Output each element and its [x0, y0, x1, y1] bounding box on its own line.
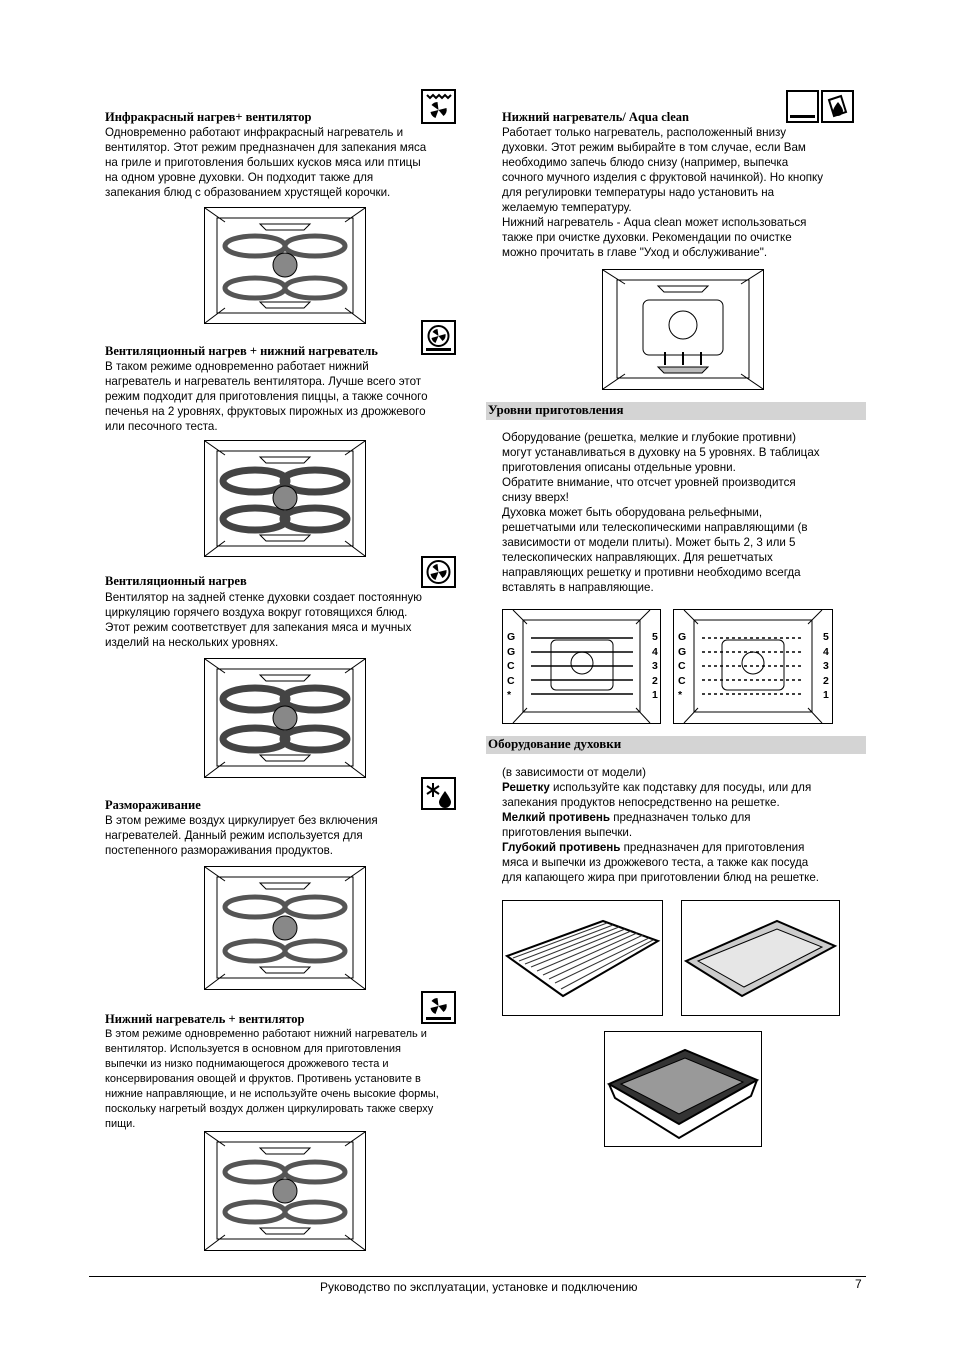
- level-labels-left: G G C C *: [678, 631, 687, 701]
- fan-heater-icon: [421, 556, 456, 588]
- oven-diagram: [204, 207, 366, 324]
- section-body: Оборудование (решетка, мелкие и глубокие противни) могут устанавливаться в духовку на 5 уровнях. В таблицах приготовления описаны отдельные уровни. Обратите внимание, что отсчет уровней производится снизу вверх! Духовка может быть оборудована рельефными, решетчатыми или телескопическими направляющими (в зависимости от модели плиты). Может быть 2, 3 или 5 телескопических направляющих. Для решетчатых направляющих решетку и противни необходимо всегда вставлять в направляющие.: [502, 431, 820, 594]
- section-title: Нижний нагреватель + вентилятор: [105, 1012, 305, 1026]
- infrared-fan-icon: [421, 89, 456, 124]
- page-number: 7: [855, 1277, 862, 1291]
- deep-tray-image: [604, 1031, 762, 1147]
- aqua-clean-icon: [821, 90, 854, 123]
- section-heading-bar: Уровни приготовления: [486, 402, 866, 420]
- bottom-heater-fan-icon: [421, 991, 456, 1024]
- defrost-icon: [421, 777, 456, 810]
- fan-bottom-heater-icon: [421, 320, 456, 355]
- footer-divider: [89, 1276, 866, 1277]
- footer-text: Руководство по эксплуатации, установке и подключению: [320, 1280, 638, 1294]
- oven-diagram: [204, 1131, 366, 1251]
- section-body: В таком режиме одновременно работает нижний нагреватель и нагреватель вентилятора. Лучше всего этот режим подходит для приготовления пиццы, а также сочного печенья на 2 уровнях, фруктовых пирожных из дрожжевого или песочного теста.: [105, 360, 428, 433]
- section-title: Нижний нагреватель/ Aqua clean: [502, 110, 690, 124]
- section-body: Одновременно работают инфракрасный нагреватель и вентилятор. Этот режим предназначен для запекания мяса на гриле и приготовления больших кусков мяса или птицы на одном уровне духовки. Он подходит также для запекания блюд с образованием хрустящей корочки.: [105, 126, 427, 199]
- section-title: Вентиляционный нагрев: [105, 574, 247, 588]
- oven-diagram: [204, 866, 366, 990]
- section-title: Инфракрасный нагрев+ вентилятор: [105, 110, 312, 124]
- oven-diagram: [204, 440, 366, 557]
- section-heading-bar: Оборудование духовки: [486, 736, 866, 754]
- section-body: (в зависимости от модели) Решетку используйте как подставку для посуды, или для запекания продуктов непосредственно на решетке. Мелкий противень предназначен только для приготовления выпечки. Глубокий противень предназначен для приготовления мяса и выпечки из дрожжевого теста, а также как посуда для капающего жира при приготовлении блюд на решетке.: [502, 766, 819, 884]
- section-title: Вентиляционный нагрев + нижний нагреватель: [105, 344, 378, 358]
- level-labels-right: 5 4 3 2 1: [823, 631, 829, 701]
- level-labels-left: G G C C *: [507, 631, 516, 701]
- bottom-heater-icon: [786, 90, 819, 123]
- section-body: В этом режиме воздух циркулирует без включения нагревателей. Данный режим используется для постепенного размораживания продуктов.: [105, 814, 378, 857]
- levels-diagram: [502, 609, 661, 724]
- section-body: В этом режиме одновременно работают нижний нагреватель и вентилятор. Используется в основном для приготовления выпечки из низко поднимающегося дрожжевого теста и консервирования овощей и фруктов. Противень установите в нижние направляющие, и не используйте очень высокие формы, поскольку нагретый воздух должен циркулировать также сверху пищи.: [105, 1028, 439, 1130]
- oven-diagram: [602, 269, 764, 390]
- section-body: Вентилятор на задней стенке духовки создает постоянную циркуляцию горячего воздуха вокруг готовящихся блюд. Этот режим соответствует для запекания мяса и мучных изделий на нескольких уровнях.: [105, 591, 422, 649]
- shallow-tray-image: [681, 900, 840, 1016]
- wire-rack-image: [502, 900, 663, 1016]
- levels-diagram: [673, 609, 833, 724]
- level-labels-right: 5 4 3 2 1: [652, 631, 658, 701]
- section-title: Размораживание: [105, 798, 201, 812]
- section-body: Работает только нагреватель, расположенный внизу духовки. Этот режим выбирайте в том случае, если Вам необходимо запечь блюдо снизу (например, выпечка сочного мучного изделия с фруктовой начинкой). Но кнопку для регулировки температуры надо установить на желаемую температуру. Нижний нагреватель - Aqua clean может использоваться также при очистке духовки. Рекомендации по очистке можно прочитать в главе "Уход и обслуживание".: [502, 126, 824, 259]
- oven-diagram: [204, 658, 366, 778]
